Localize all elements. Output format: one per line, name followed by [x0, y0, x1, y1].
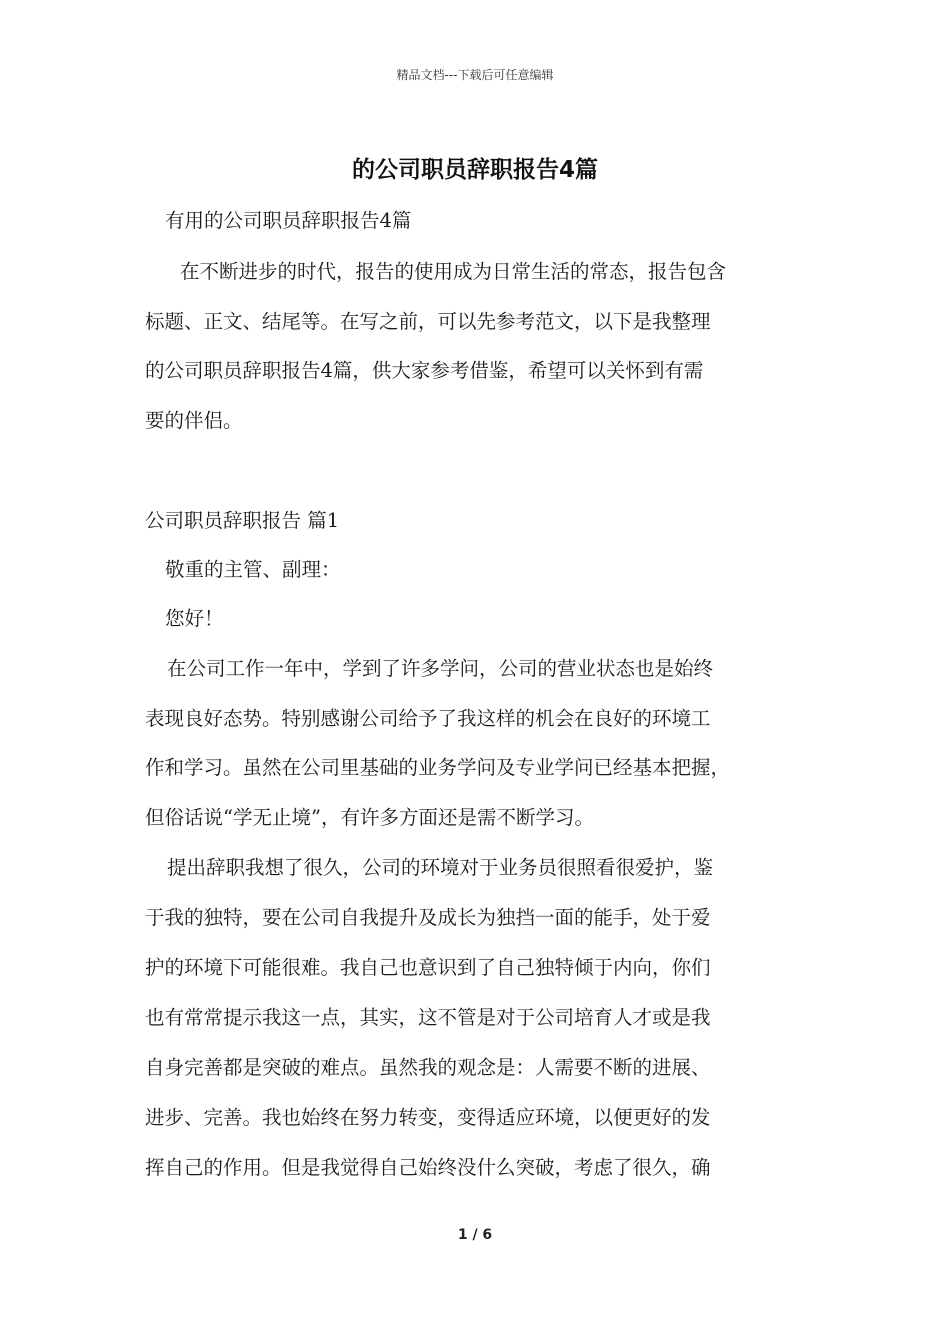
paragraph1-line-3: 作和学习。虽然在公司里基础的业务学问及专业学问已经基本把握，	[145, 756, 731, 779]
paragraph1-line-1: 在公司工作一年中，学到了许多学问，公司的营业状态也是始终	[167, 657, 714, 680]
paragraph2-line-2: 于我的独特，要在公司自我提升及成长为独挡一面的能手，处于爱	[145, 906, 711, 929]
intro-line-2: 标题、正文、结尾等。在写之前，可以先参考范文，以下是我整理	[145, 310, 711, 333]
intro-line-3: 的公司职员辞职报告4篇，供大家参考借鉴，希望可以关怀到有需	[145, 359, 704, 382]
paragraph2-line-6: 进步、完善。我也始终在努力转变，变得适应环境，以便更好的发	[145, 1106, 711, 1129]
document-title: 的公司职员辞职报告4篇	[351, 157, 598, 183]
page-number: 1 / 6	[457, 1227, 493, 1243]
paragraph2-line-1: 提出辞职我想了很久，公司的环境对于业务员很照看很爱护，鉴	[167, 856, 714, 879]
paragraph2-line-3: 护的环境下可能很难。我自己也意识到了自己独特倾于内向，你们	[145, 956, 711, 979]
document-subtitle: 有用的公司职员辞职报告4篇	[165, 209, 412, 232]
paragraph1-line-4: 但俗话说“学无止境”，有许多方面还是需不断学习。	[145, 806, 594, 829]
salutation: 敬重的主管、副理：	[165, 558, 341, 581]
intro-line-1: 在不断进步的时代，报告的使用成为日常生活的常态，报告包含	[180, 260, 727, 283]
paragraph1-line-2: 表现良好态势。特别感谢公司给予了我这样的机会在良好的环境工	[145, 707, 711, 730]
section-title: 公司职员辞职报告 篇1	[145, 509, 340, 532]
paragraph2-line-4: 也有常常提示我这一点，其实，这不管是对于公司培育人才或是我	[145, 1006, 711, 1029]
paragraph2-line-7: 挥自己的作用。但是我觉得自己始终没什么突破，考虑了很久，确	[145, 1156, 711, 1179]
intro-line-4: 要的伴侣。	[145, 409, 243, 432]
paragraph2-line-5: 自身完善都是突破的难点。虽然我的观念是：人需要不断的进展、	[145, 1056, 711, 1079]
page-header: 精品文档---下载后可任意编辑	[396, 68, 554, 82]
greeting: 您好！	[165, 607, 224, 630]
